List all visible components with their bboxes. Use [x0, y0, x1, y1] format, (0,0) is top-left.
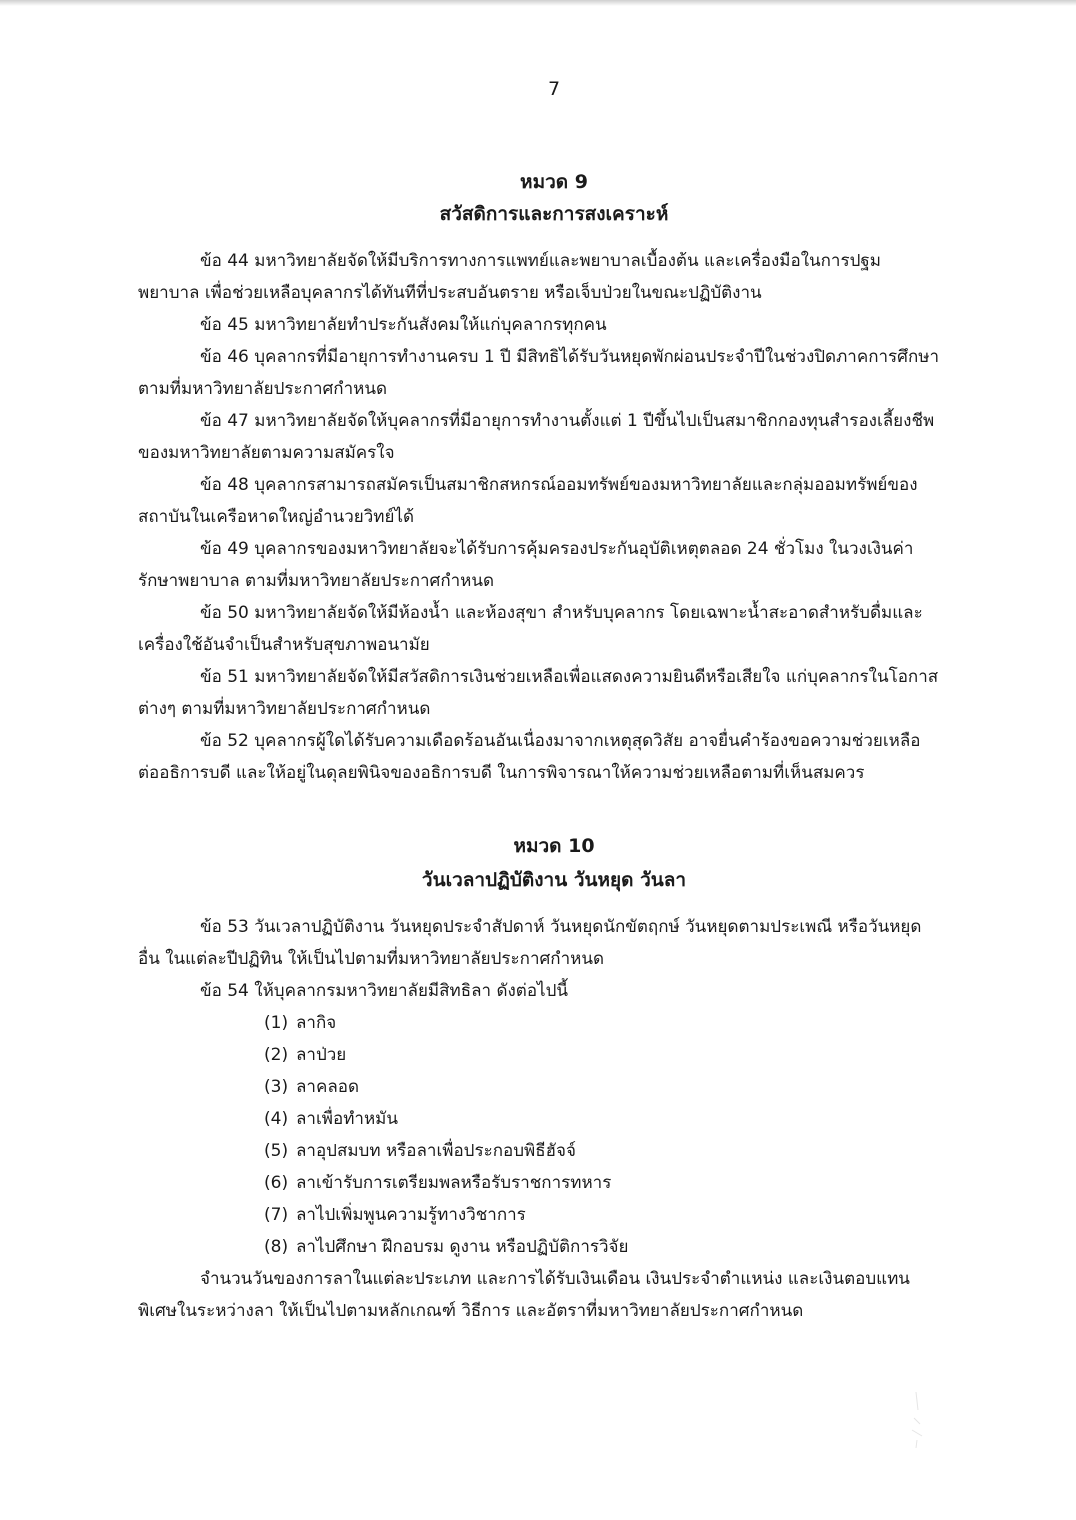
leave-type-item: (4) ลาเพื่อทำหมัน — [264, 1109, 398, 1129]
chapter-10-body — [138, 911, 980, 1327]
chapter-9-heading: หมวด 9 — [520, 171, 588, 193]
leave-type-item: (5) ลาอุปสมบท หรือลาเพื่อประกอบพิธีฮัจจ์ — [264, 1141, 576, 1161]
scan-edge — [0, 0, 1076, 6]
scan-speck — [902, 1390, 932, 1450]
leave-type-item: (3) ลาคลอด — [264, 1077, 360, 1097]
leave-type-item: (2) ลาป่วย — [264, 1045, 347, 1065]
chapter-9-title: สวัสดิการและการสงเคราะห์ — [439, 203, 669, 225]
leave-type-item: (1) ลากิจ — [264, 1013, 337, 1033]
leave-type-item: (6) ลาเข้ารับการเตรียมพลหรือรับราชการทหาร — [264, 1173, 612, 1193]
chapter-9-body — [138, 245, 980, 789]
leave-type-item: (7) ลาไปเพิ่มพูนความรู้ทางวิชาการ — [264, 1205, 526, 1225]
clause-45: ข้อ 45 มหาวิทยาลัยทำประกันสังคมให้แก่บุคลากรทุกคน — [200, 315, 607, 335]
chapter-10-heading: หมวด 10 — [513, 835, 595, 857]
clause-52: ข้อ 52 บุคลากรผู้ใดได้รับความเดือดร้อนอันเนื่องมาจากเหตุสุดวิสัย อาจยื่นคำร้องขอความช่วยเหลือ ต่ออธิการบดี และให้อยู่ในดุลยพินิจของอธิการบดี ในการพิจารณาให้ความช่วยเหลือตามที่เห็นสมควร — [138, 731, 921, 783]
clause-51: ข้อ 51 มหาวิทยาลัยจัดให้มีสวัสดิการเงินช่วยเหลือเพื่อแสดงความยินดีหรือเสียใจ แก่บุคลากรในโอกาส ต่างๆ ตามที่มหาวิทยาลัยประกาศกำหนด — [138, 667, 939, 719]
clause-49: ข้อ 49 บุคลากรของมหาวิทยาลัยจะได้รับการคุ้มครองประกันอุบัติเหตุตลอด 24 ชั่วโมง ในวงเงินค่า รักษาพยาบาล ตามที่มหาวิทยาลัยประกาศกำหนด — [138, 539, 914, 591]
page-number: 7 — [547, 78, 561, 100]
clause-48: ข้อ 48 บุคลากรสามารถสมัครเป็นสมาชิกสหกรณ์ออมทรัพย์ของมหาวิทยาลัยและกลุ่มออมทรัพย์ของ สถาบันในเครือหาดใหญ่อำนวยวิทย์ได้ — [138, 475, 918, 527]
leave-type-item: (8) ลาไปศึกษา ฝึกอบรม ดูงาน หรือปฏิบัติการวิจัย — [264, 1237, 629, 1257]
clause-47: ข้อ 47 มหาวิทยาลัยจัดให้บุคลากรที่มีอายุการทำงานตั้งแต่ 1 ปีขึ้นไปเป็นสมาชิกกองทุนสำรองเลี้ยงชีพ ของมหาวิทยาลัยตามความสมัครใจ — [138, 411, 935, 463]
clause-44: ข้อ 44 มหาวิทยาลัยจัดให้มีบริการทางการแพทย์และพยาบาลเบื้องต้น และเครื่องมือในการปฐม พยาบาล เพื่อช่วยเหลือบุคลากรได้ทันทีที่ประสบอันตราย หรือเจ็บป่วยในขณะปฏิบัติงาน — [138, 251, 881, 303]
chapter-10-title: วันเวลาปฏิบัติงาน วันหยุด วันลา — [421, 869, 687, 891]
closing-paragraph: จำนวนวันของการลาในแต่ละประเภท และการได้รับเงินเดือน เงินประจำตำแหน่ง และเงินตอบแทน พิเศษในระหว่างลา ให้เป็นไปตามหลักเกณฑ์ วิธีการ และอัตราที่มหาวิทยาลัยประกาศกำหนด — [138, 1269, 910, 1321]
clause-46: ข้อ 46 บุคลากรที่มีอายุการทำงานครบ 1 ปี มีสิทธิได้รับวันหยุดพักผ่อนประจำปีในช่วงปิดภาคการศึกษา ตามที่มหาวิทยาลัยประกาศกำหนด — [138, 347, 940, 399]
clause-50: ข้อ 50 มหาวิทยาลัยจัดให้มีห้องน้ำ และห้องสุขา สำหรับบุคลากร โดยเฉพาะน้ำสะอาดสำหรับดื่มและ เครื่องใช้อันจำเป็นสำหรับสุขภาพอนามัย — [138, 603, 923, 655]
clause-53: ข้อ 53 วันเวลาปฏิบัติงาน วันหยุดประจำสัปดาห์ วันหยุดนักขัตฤกษ์ วันหยุดตามประเพณี หรือวันหยุด อื่น ในแต่ละปีปฏิทิน ให้เป็นไปตามที่มหาวิทยาลัยประกาศกำหนด — [138, 917, 922, 969]
clause-54: ข้อ 54 ให้บุคลากรมหาวิทยาลัยมีสิทธิลา ดังต่อไปนี้ — [200, 981, 569, 1001]
